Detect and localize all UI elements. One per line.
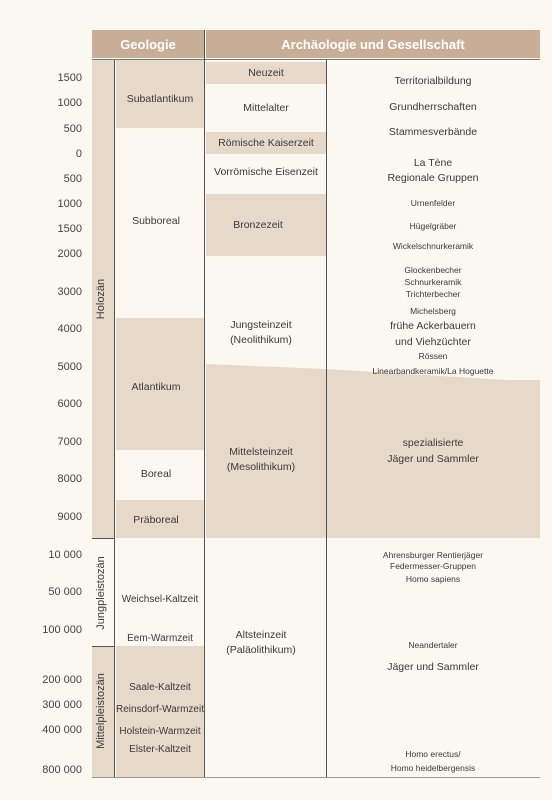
arch-neuzeit: Neuzeit <box>248 67 284 79</box>
year-label: 1000 <box>57 97 82 109</box>
soc-latene: La Tène <box>413 157 453 169</box>
epoch-jungpleistozaen: Jungpleistozän <box>95 556 107 630</box>
geo-praeboreal: Präboreal <box>133 514 179 526</box>
year-label: 300 000 <box>42 699 82 711</box>
year-label: 400 000 <box>42 724 82 736</box>
geo-saale: Saale-Kaltzeit <box>129 682 191 693</box>
header-underline <box>92 59 540 60</box>
soc-wickelschnurkeramik: Wickelschnurkeramik <box>392 241 474 251</box>
geo-eem: Eem-Warmzeit <box>127 633 193 644</box>
soc-huegelgraeber: Hügelgräber <box>409 221 457 231</box>
soc-jaeger-sammler-meso: Jäger und Sammler <box>387 453 479 465</box>
year-label: 0 <box>75 148 82 160</box>
year-label: 500 <box>63 173 82 185</box>
year-label: 4000 <box>57 323 82 335</box>
epoch-mittelpleistozaen: Mittelpleistozän <box>95 673 107 749</box>
soc-grundherrschaften: Grundherrschaften <box>389 101 477 113</box>
soc-urnenfelder: Urnenfelder <box>410 198 456 208</box>
soc-glockenbecher: Glockenbecher <box>404 265 462 275</box>
geo-holstein: Holstein-Warmzeit <box>119 726 201 737</box>
divider-geology <box>204 30 205 778</box>
year-label: 200 000 <box>42 674 82 686</box>
arch-mesolithikum: (Mesolithikum) <box>226 461 296 473</box>
soc-viehzuechter: und Viehzüchter <box>395 336 471 348</box>
arch-eisenzeit: Vorrömische Eisenzeit <box>214 166 318 178</box>
year-label: 1000 <box>57 198 82 210</box>
year-label: 2000 <box>57 248 82 260</box>
year-label: 100 000 <box>42 624 82 636</box>
archaeology-header-label: Archäologie und Gesellschaft <box>281 36 465 52</box>
soc-territorialbildung: Territorialbildung <box>394 75 472 87</box>
soc-schnurkeramik: Schnurkeramik <box>404 277 462 287</box>
soc-michelsberg: Michelsberg <box>410 306 456 316</box>
soc-stammesverbaende: Stammesverbände <box>388 126 478 138</box>
arch-altsteinzeit: Altsteinzeit <box>235 629 287 641</box>
year-label: 3000 <box>57 286 82 298</box>
year-label: 10 000 <box>48 549 82 561</box>
year-label: 800 000 <box>42 764 82 776</box>
soc-jaeger-sammler: Jäger und Sammler <box>387 661 479 673</box>
year-label: 8000 <box>57 473 82 485</box>
soc-spezialisierte: spezialisierte <box>402 437 464 449</box>
year-label: 500 <box>63 123 82 135</box>
geo-boreal: Boreal <box>140 468 172 480</box>
divider-epoch <box>114 60 115 778</box>
soc-trichterbecher: Trichterbecher <box>405 289 461 299</box>
arch-kaiserzeit: Römische Kaiserzeit <box>218 137 314 149</box>
year-label: 5000 <box>57 361 82 373</box>
year-label: 50 000 <box>48 586 82 598</box>
soc-neandertaler: Neandertaler <box>408 640 458 650</box>
soc-ahrensburger: Ahrensburger Rentierjäger <box>382 550 484 560</box>
geo-reinsdorf: Reinsdorf-Warmzeit <box>116 704 204 715</box>
bottom-line <box>92 777 540 778</box>
year-label: 1500 <box>57 72 82 84</box>
epoch-divider-2 <box>92 646 114 647</box>
soc-fruehe-ackerbauern: frühe Ackerbauern <box>390 320 476 332</box>
arch-bronzezeit: Bronzezeit <box>233 219 283 231</box>
geo-atlantikum: Atlantikum <box>131 381 181 393</box>
epoch-divider-1 <box>92 538 114 539</box>
arch-jungsteinzeit: Jungsteinzeit <box>230 319 292 331</box>
arch-palaeolithikum: (Paläolithikum) <box>226 644 296 656</box>
geology-header <box>92 30 204 58</box>
geo-weichsel: Weichsel-Kaltzeit <box>121 594 199 605</box>
archaeology-header <box>206 30 540 58</box>
geo-elster: Elster-Kaltzeit <box>129 744 191 755</box>
year-label: 7000 <box>57 436 82 448</box>
geo-subboreal: Subboreal <box>132 215 180 227</box>
divider-archaeology <box>326 60 327 778</box>
arch-mittelsteinzeit: Mittelsteinzeit <box>229 446 293 458</box>
soc-regionale-gruppen: Regionale Gruppen <box>387 172 479 184</box>
soc-federmesser: Federmesser-Gruppen <box>390 561 476 571</box>
geo-subatlantikum: Subatlantikum <box>126 93 194 105</box>
epoch-holozaen: Holozän <box>95 278 107 320</box>
year-label: 6000 <box>57 398 82 410</box>
arch-neolithikum: (Neolithikum) <box>230 334 292 346</box>
soc-linearbandkeramik: Linearbandkeramik/La Hoguette <box>372 366 494 376</box>
soc-homo-heidelbergensis: Homo heidelbergensis <box>390 763 476 773</box>
geology-header-label: Geologie <box>120 36 176 52</box>
soc-homo-sapiens: Homo sapiens <box>405 574 461 584</box>
year-label: 9000 <box>57 511 82 523</box>
soc-homo-erectus: Homo erectus/ <box>405 749 461 759</box>
year-label: 1500 <box>57 223 82 235</box>
arch-mittelalter: Mittelalter <box>243 102 289 114</box>
soc-roessen: Rössen <box>418 351 448 361</box>
